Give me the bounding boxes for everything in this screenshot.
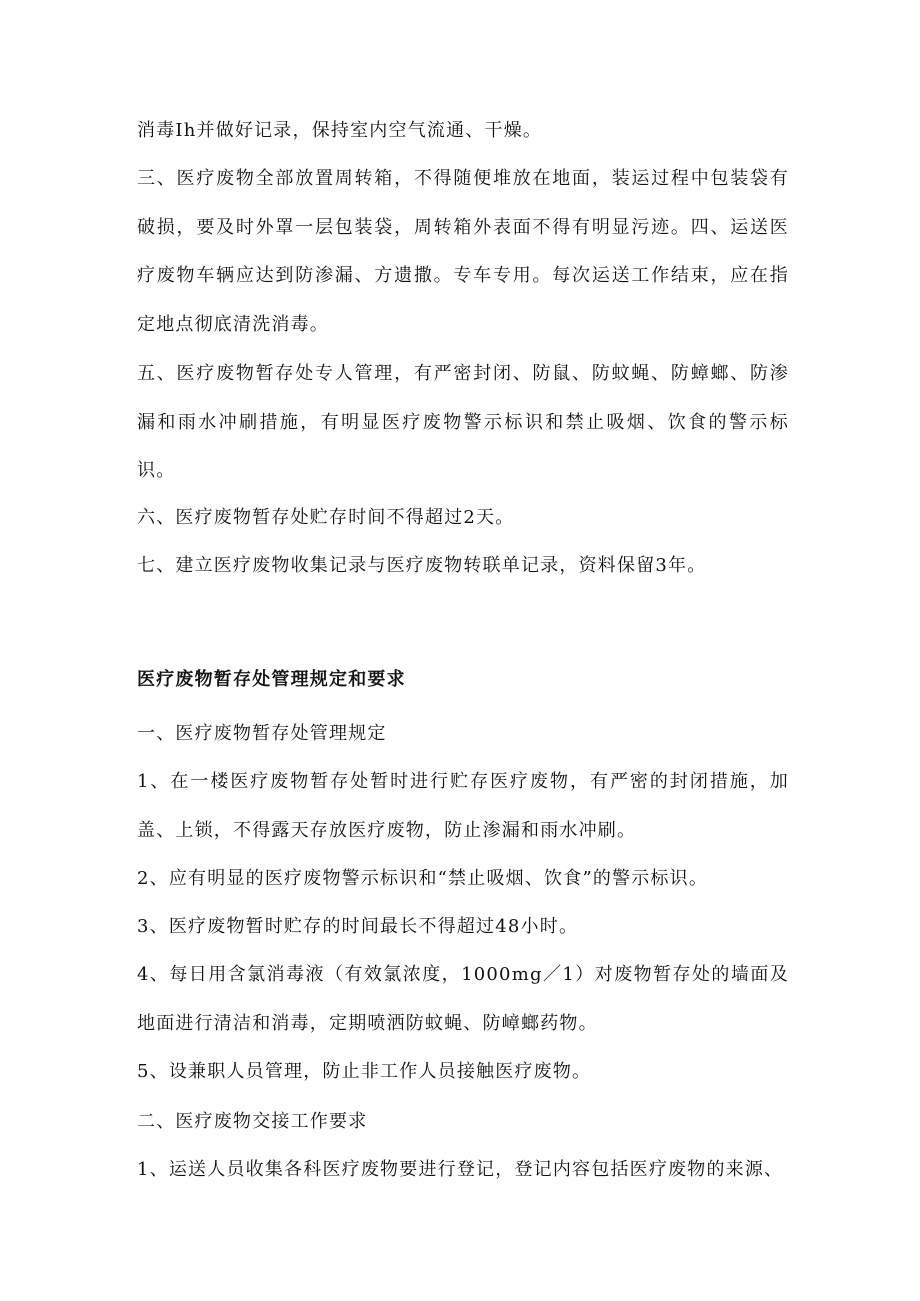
paragraph-item-three-four: 三、医疗废物全部放置周转箱，不得随便堆放在地面，装运过程中包装袋有破损，要及时外罩一层包装袋，周转箱外表面不得有明显污迹。四、运送医疗废物车辆应达到防渗漏、方遗撒。专车专用。每次运送工作结束，应在指定地点彻底清洗消毒。 — [137, 168, 789, 335]
subheading-storage-rules: 一、医疗废物暂存处管理规定 — [137, 723, 387, 744]
paragraph-rule-2: 2、应有明显的医疗废物警示标识和“禁止吸烟、饮食”的警示标识。 — [137, 868, 709, 889]
paragraph-rule-5: 5、设兼职人员管理，防止非工作人员接触医疗废物。 — [137, 1061, 592, 1082]
paragraph-disinfection-record: 消毒Ih并做好记录，保持室内空气流通、干燥。 — [137, 120, 543, 141]
paragraph-item-six: 六、医疗废物暂存处贮存时间不得超过2天。 — [137, 507, 515, 528]
paragraph-rule-3: 3、医疗废物暂时贮存的时间最长不得超过48小时。 — [137, 916, 579, 937]
subheading-handover-requirements: 二、医疗废物交接工作要求 — [137, 1111, 368, 1132]
paragraph-rule-4: 4、每日用含氯消毒液（有效氯浓度，1000mg／1）对废物暂存处的墙面及地面进行清洁和消毒，定期喷洒防蚊蝇、防嶂螂药物。 — [137, 964, 789, 1034]
paragraph-handover-1: 1、运送人员收集各科医疗废物要进行登记，登记内容包括医疗废物的来源、 — [137, 1159, 784, 1180]
paragraph-item-five: 五、医疗废物暂存处专人管理，有严密封闭、防鼠、防蚊蝇、防蟑螂、防渗漏和雨水冲刷措施，有明显医疗废物警示标识和禁止吸烟、饮食的警示标识。 — [137, 363, 789, 481]
paragraph-item-seven: 七、建立医疗废物收集记录与医疗废物转联单记录，资料保留3年。 — [137, 555, 707, 576]
paragraph-rule-1: 1、在一楼医疗废物暂存处暂时进行贮存医疗废物，有严密的封闭措施，加盖、上锁，不得露天存放医疗废物，防止渗漏和雨水冲刷。 — [137, 771, 789, 841]
section-title: 医疗废物暂存处管理规定和要求 — [137, 669, 406, 690]
